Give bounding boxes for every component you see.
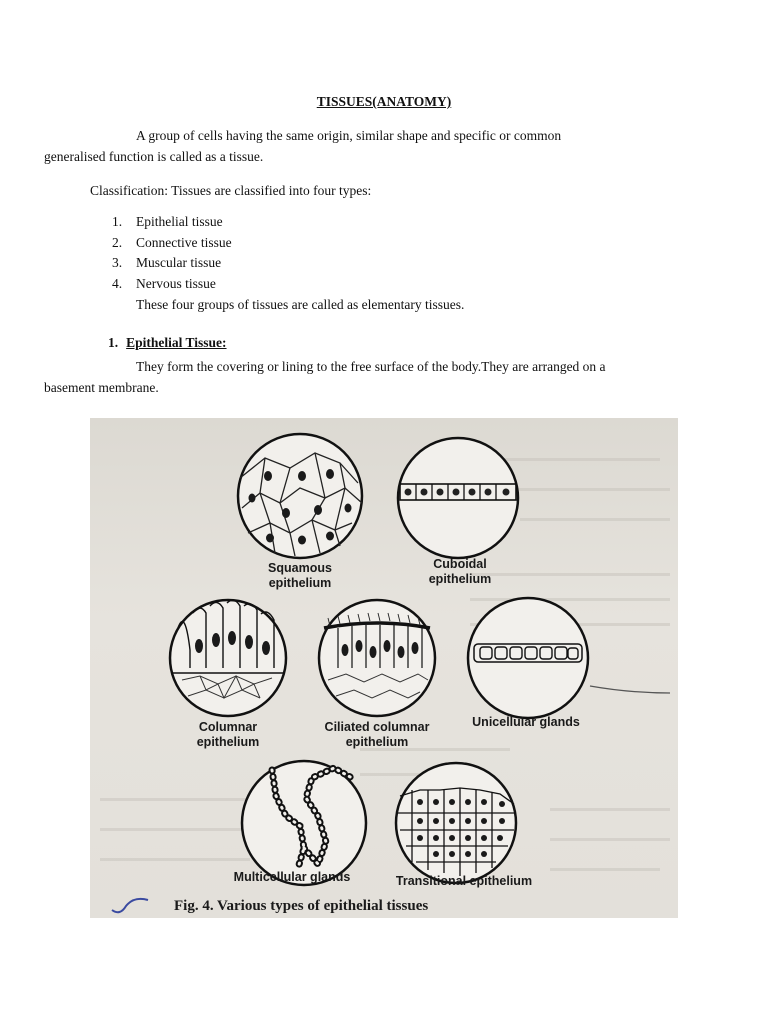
transitional-diagram xyxy=(396,763,532,888)
types-note: These four groups of tissues are called as elementary tissues. xyxy=(136,297,465,312)
section-line-1: They form the covering or lining to the free surface of the body.They are arranged on a xyxy=(136,359,606,374)
section-paragraph xyxy=(44,356,680,398)
ciliated-label-2: epithelium xyxy=(345,735,409,749)
squamous-label-1: Squamous xyxy=(268,561,332,575)
unicellular-diagram xyxy=(468,598,670,729)
page-title: TISSUES(ANATOMY) xyxy=(316,94,452,109)
multicellular-diagram xyxy=(234,761,366,885)
cuboidal-label-1: Cuboidal xyxy=(433,557,487,571)
squamous-diagram xyxy=(238,434,362,590)
list-item: 3. Muscular tissue xyxy=(112,255,222,270)
tissue-types-list xyxy=(90,212,232,294)
figure-caption: Fig. 4. Various types of epithelial tissues xyxy=(174,898,429,914)
columnar-label-2: epithelium xyxy=(196,735,260,749)
intro-line-1: A group of cells having the same origin, similar shape and specific or common xyxy=(136,128,562,143)
cuboidal-label-2: epithelium xyxy=(428,572,492,586)
section-line-2: basement membrane. xyxy=(44,380,159,395)
ciliated-diagram xyxy=(319,600,435,749)
cuboidal-diagram xyxy=(398,438,518,586)
epithelial-figure xyxy=(90,418,678,918)
intro-paragraph xyxy=(44,125,680,167)
squamous-label-2: epithelium xyxy=(268,576,332,590)
section-number: 1. xyxy=(108,335,119,350)
transitional-label: Transitional epithelium xyxy=(395,874,533,888)
pen-mark-icon xyxy=(112,899,148,912)
section-title: Epithelial Tissue: xyxy=(126,335,227,350)
unicellular-label: Unicellular glands xyxy=(472,715,580,729)
list-item: 2. Connective tissue xyxy=(112,234,232,250)
columnar-label-1: Columnar xyxy=(198,720,258,734)
ciliated-label-1: Ciliated columnar xyxy=(324,720,430,734)
list-item: 4. Nervous tissue xyxy=(112,275,216,291)
figure-photo xyxy=(90,418,678,918)
classification-text: Classification: Tissues are classified into four types: xyxy=(90,183,372,198)
list-item: 1. Epithelial tissue xyxy=(112,214,223,229)
multicellular-label: Multicellular glands xyxy=(233,870,351,884)
section-heading xyxy=(108,335,227,351)
intro-line-2: generalised function is called as a tissue. xyxy=(44,149,264,164)
columnar-diagram xyxy=(170,600,286,749)
